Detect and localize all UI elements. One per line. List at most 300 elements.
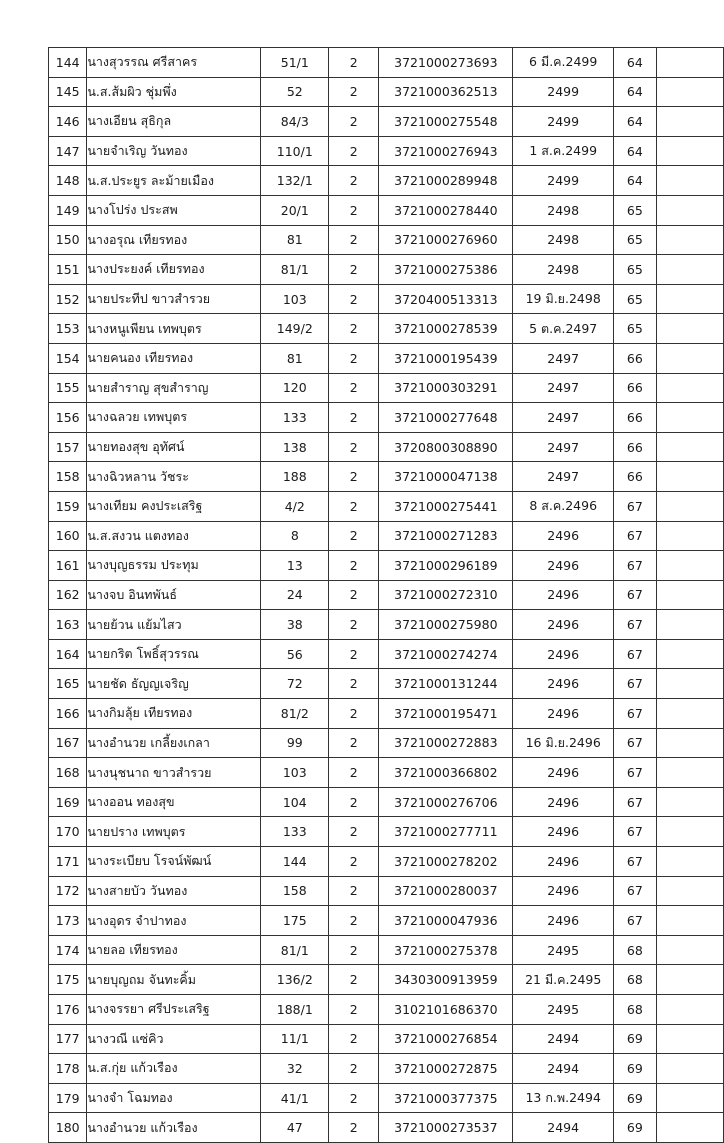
citizen-id-cell: 3721000277711 [379,817,513,847]
row-number-cell: 157 [49,432,87,462]
citizen-id-cell: 3721000280037 [379,876,513,906]
remark-cell [656,580,723,610]
birth-date-cell: 2494 [513,1054,613,1084]
village-number-cell: 2 [329,1113,379,1143]
village-number-cell: 2 [329,876,379,906]
village-number-cell: 2 [329,225,379,255]
row-number-cell: 180 [49,1113,87,1143]
citizen-id-cell: 3721000272875 [379,1054,513,1084]
citizen-id-cell: 3721000273537 [379,1113,513,1143]
row-number-cell: 168 [49,758,87,788]
age-cell: 69 [613,1083,656,1113]
row-number-cell: 153 [49,314,87,344]
citizen-id-cell: 3721000278539 [379,314,513,344]
citizen-id-cell: 3721000303291 [379,373,513,403]
person-name-cell: นางออน ทองสุข [87,787,261,817]
birth-date-cell: 2494 [513,1113,613,1143]
birth-date-cell: 2496 [513,876,613,906]
person-name-cell: นายสำราญ สุขสำราญ [87,373,261,403]
person-name-cell: นายคนอง เทียรทอง [87,343,261,373]
row-number-cell: 146 [49,107,87,137]
remark-cell [656,995,723,1025]
remark-cell [656,491,723,521]
table-row [49,166,724,196]
row-number-cell: 152 [49,284,87,314]
village-number-cell: 2 [329,906,379,936]
house-number-cell: 47 [261,1113,329,1143]
table-row [49,787,724,817]
person-name-cell: นางบุญธรรม ประทุม [87,551,261,581]
age-cell: 67 [613,847,656,877]
village-number-cell: 2 [329,1024,379,1054]
village-number-cell: 2 [329,758,379,788]
person-name-cell: นางอรุณ เทียรทอง [87,225,261,255]
citizen-id-cell: 3721000131244 [379,669,513,699]
person-name-cell: นายบุญถม จันทะคิ้ม [87,965,261,995]
table-row [49,462,724,492]
village-number-cell: 2 [329,491,379,521]
remark-cell [656,906,723,936]
person-name-cell: นางประยงค์ เทียรทอง [87,255,261,285]
remark-cell [656,1113,723,1143]
citizen-id-cell: 3721000195471 [379,699,513,729]
table-row [49,965,724,995]
village-number-cell: 2 [329,314,379,344]
age-cell: 64 [613,136,656,166]
house-number-cell: 8 [261,521,329,551]
person-name-cell: นางจำ โฉมทอง [87,1083,261,1113]
table-row [49,403,724,433]
birth-date-cell: 19 มิ.ย.2498 [513,284,613,314]
row-number-cell: 172 [49,876,87,906]
table-row [49,876,724,906]
village-number-cell: 2 [329,580,379,610]
row-number-cell: 148 [49,166,87,196]
remark-cell [656,373,723,403]
house-number-cell: 81 [261,225,329,255]
person-name-cell: นางเทียม คงประเสริฐ [87,491,261,521]
registry-table-body [49,48,724,1143]
birth-date-cell: 2496 [513,639,613,669]
citizen-id-cell: 3721000289948 [379,166,513,196]
table-row [49,580,724,610]
citizen-id-cell: 3721000277648 [379,403,513,433]
birth-date-cell: 2497 [513,432,613,462]
citizen-id-cell: 3721000366802 [379,758,513,788]
house-number-cell: 175 [261,906,329,936]
remark-cell [656,699,723,729]
row-number-cell: 144 [49,48,87,78]
table-row [49,1113,724,1143]
remark-cell [656,728,723,758]
house-number-cell: 103 [261,758,329,788]
citizen-id-cell: 3721000271283 [379,521,513,551]
person-name-cell: นางนุชนาถ ขาวสำรวย [87,758,261,788]
birth-date-cell: 2496 [513,847,613,877]
table-row [49,136,724,166]
citizen-id-cell: 3721000362513 [379,77,513,107]
house-number-cell: 56 [261,639,329,669]
village-number-cell: 2 [329,432,379,462]
table-row [49,1024,724,1054]
remark-cell [656,403,723,433]
citizen-id-cell: 3721000276706 [379,787,513,817]
house-number-cell: 133 [261,403,329,433]
age-cell: 67 [613,551,656,581]
house-number-cell: 158 [261,876,329,906]
birth-date-cell: 2496 [513,610,613,640]
birth-date-cell: 2496 [513,787,613,817]
house-number-cell: 188 [261,462,329,492]
table-row [49,373,724,403]
remark-cell [656,551,723,581]
age-cell: 67 [613,669,656,699]
house-number-cell: 41/1 [261,1083,329,1113]
birth-date-cell: 2499 [513,107,613,137]
citizen-id-cell: 3721000275386 [379,255,513,285]
remark-cell [656,166,723,196]
age-cell: 67 [613,906,656,936]
age-cell: 64 [613,107,656,137]
village-number-cell: 2 [329,107,379,137]
house-number-cell: 136/2 [261,965,329,995]
house-number-cell: 20/1 [261,195,329,225]
village-number-cell: 2 [329,255,379,285]
birth-date-cell: 2496 [513,906,613,936]
citizen-id-cell: 3721000047936 [379,906,513,936]
person-name-cell: น.ส.ส้มผิว ชุ่มพึ่ง [87,77,261,107]
table-row [49,255,724,285]
birth-date-cell: 2496 [513,758,613,788]
remark-cell [656,521,723,551]
row-number-cell: 173 [49,906,87,936]
table-row [49,817,724,847]
citizen-id-cell: 3721000275378 [379,935,513,965]
row-number-cell: 162 [49,580,87,610]
row-number-cell: 175 [49,965,87,995]
row-number-cell: 154 [49,343,87,373]
citizen-id-cell: 3721000274274 [379,639,513,669]
age-cell: 65 [613,255,656,285]
birth-date-cell: 2496 [513,521,613,551]
row-number-cell: 177 [49,1024,87,1054]
remark-cell [656,817,723,847]
table-row [49,225,724,255]
table-row [49,491,724,521]
age-cell: 67 [613,580,656,610]
person-name-cell: นายลอ เทียรทอง [87,935,261,965]
birth-date-cell: 2496 [513,669,613,699]
house-number-cell: 104 [261,787,329,817]
age-cell: 67 [613,787,656,817]
citizen-id-cell: 3721000273693 [379,48,513,78]
remark-cell [656,669,723,699]
person-name-cell: นางโปร่ง ประสพ [87,195,261,225]
citizen-id-cell: 3721000276943 [379,136,513,166]
citizen-id-cell: 3721000275980 [379,610,513,640]
row-number-cell: 145 [49,77,87,107]
remark-cell [656,1083,723,1113]
age-cell: 67 [613,876,656,906]
house-number-cell: 149/2 [261,314,329,344]
remark-cell [656,935,723,965]
table-row [49,1083,724,1113]
age-cell: 69 [613,1113,656,1143]
birth-date-cell: 2499 [513,77,613,107]
house-number-cell: 13 [261,551,329,581]
village-number-cell: 2 [329,373,379,403]
row-number-cell: 166 [49,699,87,729]
house-number-cell: 38 [261,610,329,640]
person-name-cell: นางสายบัว วันทอง [87,876,261,906]
house-number-cell: 144 [261,847,329,877]
house-number-cell: 110/1 [261,136,329,166]
remark-cell [656,1054,723,1084]
birth-date-cell: 2495 [513,995,613,1025]
age-cell: 65 [613,314,656,344]
person-name-cell: นางอำนวย แก้วเรือง [87,1113,261,1143]
table-row [49,551,724,581]
row-number-cell: 150 [49,225,87,255]
age-cell: 64 [613,166,656,196]
table-row [49,48,724,78]
remark-cell [656,610,723,640]
birth-date-cell: 2496 [513,580,613,610]
birth-date-cell: 13 ก.พ.2494 [513,1083,613,1113]
person-name-cell: นางฉิวหลาน วัชระ [87,462,261,492]
table-row [49,432,724,462]
citizen-id-cell: 3721000275548 [379,107,513,137]
village-number-cell: 2 [329,610,379,640]
citizen-id-cell: 3721000272310 [379,580,513,610]
remark-cell [656,136,723,166]
table-row [49,728,724,758]
table-row [49,669,724,699]
village-number-cell: 2 [329,48,379,78]
citizen-id-cell: 3720800308890 [379,432,513,462]
citizen-id-cell: 3721000278202 [379,847,513,877]
table-row [49,639,724,669]
table-row [49,195,724,225]
table-row [49,1054,724,1084]
row-number-cell: 165 [49,669,87,699]
village-number-cell: 2 [329,284,379,314]
age-cell: 64 [613,48,656,78]
person-name-cell: น.ส.กุ่ย แก้วเรือง [87,1054,261,1084]
remark-cell [656,107,723,137]
birth-date-cell: 2497 [513,403,613,433]
village-number-cell: 2 [329,965,379,995]
row-number-cell: 155 [49,373,87,403]
citizen-id-cell: 3721000276854 [379,1024,513,1054]
village-number-cell: 2 [329,521,379,551]
person-name-cell: นายทองสุข อุทัศน์ [87,432,261,462]
row-number-cell: 161 [49,551,87,581]
age-cell: 68 [613,965,656,995]
house-number-cell: 81/2 [261,699,329,729]
age-cell: 69 [613,1024,656,1054]
table-row [49,284,724,314]
remark-cell [656,639,723,669]
age-cell: 68 [613,935,656,965]
birth-date-cell: 2496 [513,817,613,847]
house-number-cell: 81/1 [261,935,329,965]
citizen-id-cell: 3721000275441 [379,491,513,521]
birth-date-cell: 2496 [513,551,613,581]
remark-cell [656,462,723,492]
person-name-cell: นายจำเริญ วันทอง [87,136,261,166]
village-number-cell: 2 [329,847,379,877]
village-number-cell: 2 [329,1054,379,1084]
village-number-cell: 2 [329,343,379,373]
birth-date-cell: 1 ส.ค.2499 [513,136,613,166]
table-row [49,107,724,137]
table-row [49,610,724,640]
row-number-cell: 170 [49,817,87,847]
house-number-cell: 81/1 [261,255,329,285]
birth-date-cell: 2496 [513,699,613,729]
row-number-cell: 158 [49,462,87,492]
table-row [49,521,724,551]
birth-date-cell: 21 มี.ค.2495 [513,965,613,995]
remark-cell [656,314,723,344]
person-name-cell: นางสุวรรณ ศรีสาคร [87,48,261,78]
row-number-cell: 171 [49,847,87,877]
house-number-cell: 84/3 [261,107,329,137]
house-number-cell: 52 [261,77,329,107]
row-number-cell: 164 [49,639,87,669]
table-row [49,343,724,373]
village-number-cell: 2 [329,728,379,758]
village-number-cell: 2 [329,669,379,699]
village-number-cell: 2 [329,699,379,729]
citizen-id-cell: 3430300913959 [379,965,513,995]
person-name-cell: น.ส.สงวน แตงทอง [87,521,261,551]
table-row [49,758,724,788]
row-number-cell: 178 [49,1054,87,1084]
house-number-cell: 4/2 [261,491,329,521]
birth-date-cell: 2497 [513,343,613,373]
village-number-cell: 2 [329,551,379,581]
row-number-cell: 176 [49,995,87,1025]
row-number-cell: 174 [49,935,87,965]
birth-date-cell: 2498 [513,195,613,225]
age-cell: 67 [613,699,656,729]
citizen-id-cell: 3721000278440 [379,195,513,225]
table-row [49,699,724,729]
village-number-cell: 2 [329,462,379,492]
person-name-cell: นางจบ อินทพันธ์ [87,580,261,610]
citizen-id-cell: 3721000272883 [379,728,513,758]
birth-date-cell: 6 มี.ค.2499 [513,48,613,78]
age-cell: 66 [613,343,656,373]
remark-cell [656,965,723,995]
age-cell: 67 [613,639,656,669]
citizen-id-cell: 3102101686370 [379,995,513,1025]
village-number-cell: 2 [329,995,379,1025]
remark-cell [656,284,723,314]
house-number-cell: 32 [261,1054,329,1084]
age-cell: 65 [613,195,656,225]
row-number-cell: 156 [49,403,87,433]
citizen-id-cell: 3720400513313 [379,284,513,314]
house-number-cell: 133 [261,817,329,847]
row-number-cell: 149 [49,195,87,225]
person-name-cell: น.ส.ประยูร ละม้ายเมือง [87,166,261,196]
person-name-cell: นายประทีป ขาวสำรวย [87,284,261,314]
remark-cell [656,48,723,78]
remark-cell [656,343,723,373]
person-name-cell: นางจรรยา ศรีประเสริฐ [87,995,261,1025]
row-number-cell: 169 [49,787,87,817]
birth-date-cell: 16 มิ.ย.2496 [513,728,613,758]
birth-date-cell: 2498 [513,225,613,255]
person-name-cell: นายชัด ธัญญเจริญ [87,669,261,699]
person-name-cell: นางวณี แซ่คิว [87,1024,261,1054]
birth-date-cell: 2498 [513,255,613,285]
remark-cell [656,758,723,788]
age-cell: 67 [613,491,656,521]
village-number-cell: 2 [329,136,379,166]
person-name-cell: นางอำนวย เกลี้ยงเกลา [87,728,261,758]
village-number-cell: 2 [329,77,379,107]
row-number-cell: 151 [49,255,87,285]
age-cell: 67 [613,728,656,758]
age-cell: 66 [613,432,656,462]
remark-cell [656,225,723,255]
house-number-cell: 72 [261,669,329,699]
house-number-cell: 11/1 [261,1024,329,1054]
house-number-cell: 24 [261,580,329,610]
age-cell: 67 [613,521,656,551]
person-name-cell: นางอุดร จำปาทอง [87,906,261,936]
age-cell: 66 [613,373,656,403]
age-cell: 67 [613,817,656,847]
table-row [49,995,724,1025]
birth-date-cell: 2497 [513,373,613,403]
remark-cell [656,195,723,225]
house-number-cell: 138 [261,432,329,462]
table-row [49,77,724,107]
person-name-cell: นายย้วน แย้มไสว [87,610,261,640]
age-cell: 65 [613,225,656,255]
age-cell: 66 [613,403,656,433]
remark-cell [656,77,723,107]
village-number-cell: 2 [329,817,379,847]
age-cell: 64 [613,77,656,107]
age-cell: 67 [613,758,656,788]
house-number-cell: 132/1 [261,166,329,196]
remark-cell [656,847,723,877]
birth-date-cell: 8 ส.ค.2496 [513,491,613,521]
age-cell: 68 [613,995,656,1025]
table-row [49,935,724,965]
house-number-cell: 51/1 [261,48,329,78]
row-number-cell: 159 [49,491,87,521]
village-number-cell: 2 [329,787,379,817]
person-name-cell: นางเอียน สุธิกุล [87,107,261,137]
age-cell: 66 [613,462,656,492]
citizen-id-cell: 3721000047138 [379,462,513,492]
birth-date-cell: 2499 [513,166,613,196]
table-row [49,906,724,936]
remark-cell [656,432,723,462]
house-number-cell: 120 [261,373,329,403]
remark-cell [656,787,723,817]
village-number-cell: 2 [329,195,379,225]
row-number-cell: 147 [49,136,87,166]
person-name-cell: นางหนูเพียน เทพบุตร [87,314,261,344]
